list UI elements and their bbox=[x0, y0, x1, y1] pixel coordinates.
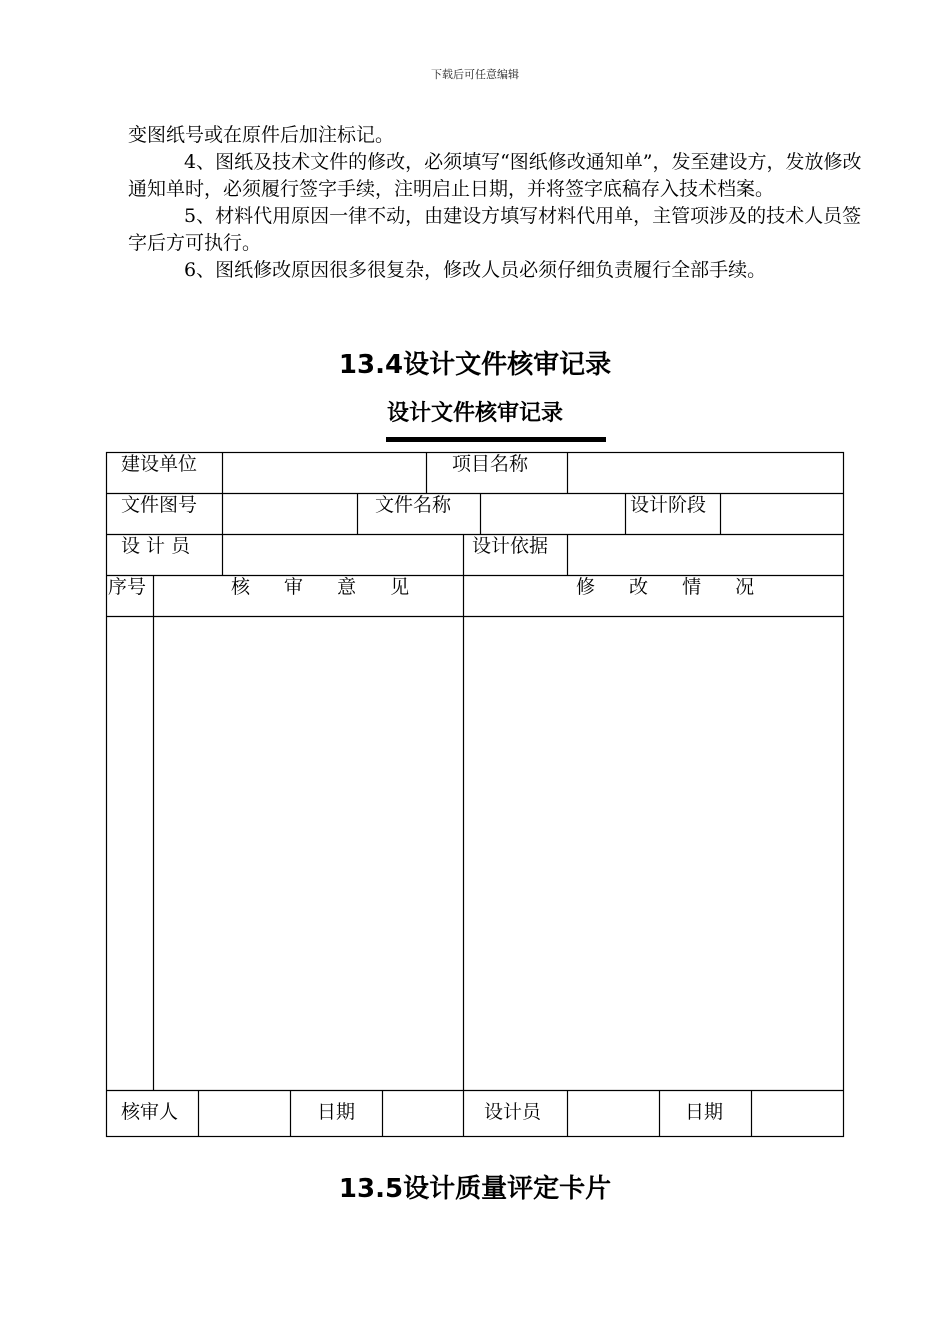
section-heading-13-4: 13.4设计文件核审记录 bbox=[338, 350, 612, 380]
page-header: 下载后可任意编辑 bbox=[431, 68, 519, 81]
paragraph-item-5: 5、材料代用原因一律不动，由建设方填写材料代用单，主管项涉及的技术人员签字后方可执行。 bbox=[128, 205, 862, 254]
paragraph-item-6: 6、图纸修改原因很多很复杂，修改人员必须仔细负责履行全部手续。 bbox=[184, 259, 767, 281]
label-designer: 设 计 员 bbox=[121, 535, 191, 557]
label-design-basis: 设计依据 bbox=[472, 535, 549, 557]
column-header-modification: 修 改 情 况 bbox=[576, 576, 769, 598]
label-design-date: 日期 bbox=[685, 1101, 724, 1123]
label-design-stage: 设计阶段 bbox=[630, 494, 707, 516]
paragraph-continuation: 变图纸号或在原件后加注标记。 bbox=[128, 124, 395, 146]
label-construction-unit: 建设单位 bbox=[121, 453, 198, 475]
column-header-serial: 序号 bbox=[108, 576, 147, 598]
form-title: 设计文件核审记录 bbox=[386, 401, 563, 426]
label-review-date: 日期 bbox=[317, 1101, 356, 1123]
label-footer-designer: 设计员 bbox=[484, 1101, 542, 1123]
column-header-review-opinion: 核 审 意 见 bbox=[231, 576, 424, 598]
label-reviewer: 核审人 bbox=[121, 1101, 179, 1123]
label-file-name: 文件名称 bbox=[375, 494, 452, 516]
paragraph-item-4: 4、图纸及技术文件的修改，必须填写“图纸修改通知单”，发至建设方，发放修改通知单时，必须履行签字手续，注明启止日期，并将签字底稿存入技术档案。 bbox=[128, 151, 862, 200]
section-heading-13-5: 13.5设计质量评定卡片 bbox=[338, 1174, 612, 1204]
label-project-name: 项目名称 bbox=[452, 453, 529, 475]
label-file-drawing-number: 文件图号 bbox=[121, 494, 198, 516]
